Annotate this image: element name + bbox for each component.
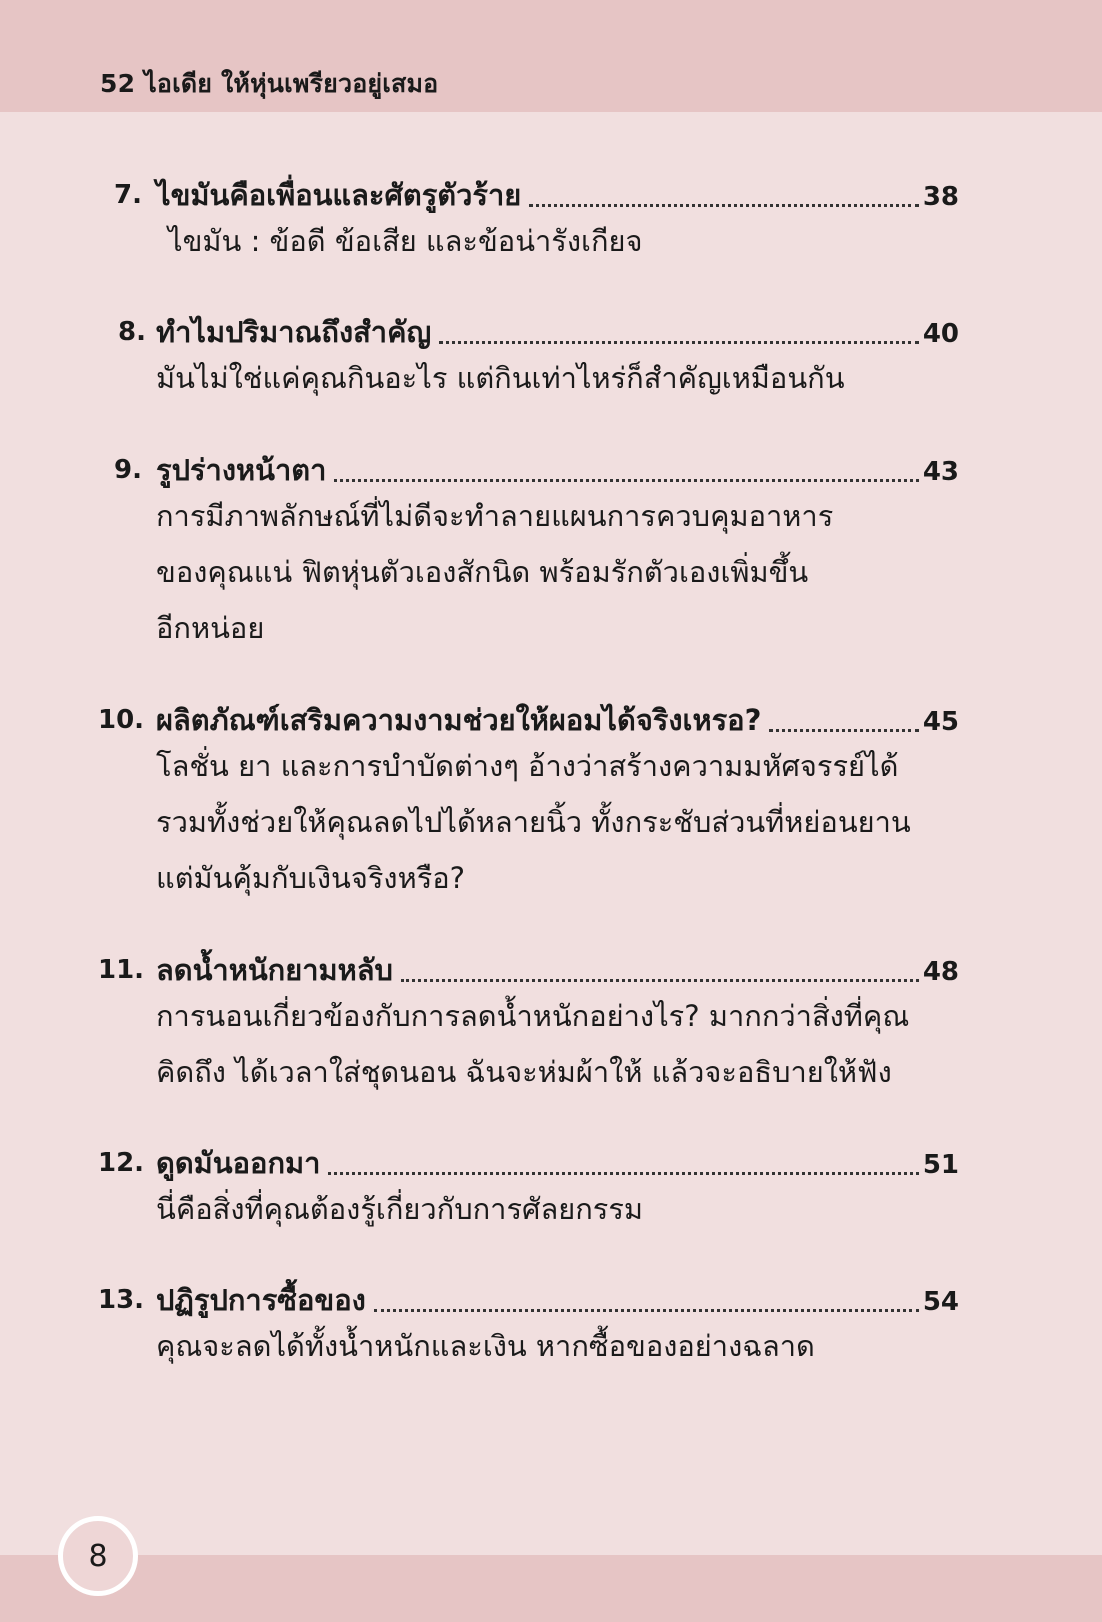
entry-title: ปฏิรูปการซื้อของ	[156, 1283, 366, 1317]
dot-leader	[529, 200, 919, 207]
dot-leader	[374, 1305, 919, 1312]
description-line: การมีภาพลักษณ์ที่ไม่ดีจะทำลายแผนการควบคุมอาหาร	[156, 499, 834, 533]
toc-entry-heading	[0, 950, 1102, 990]
entry-description	[156, 738, 916, 906]
dot-leader	[328, 1168, 918, 1175]
entry-title-line	[156, 700, 959, 740]
toc-entry-heading	[0, 700, 1102, 740]
entry-number: 10.	[98, 705, 145, 735]
entry-title-line	[156, 1280, 959, 1320]
toc-entry-heading	[0, 1143, 1102, 1183]
entry-page-number: 38	[922, 182, 959, 212]
dot-leader	[439, 337, 919, 344]
entry-title: ผลิตภัณฑ์เสริมความงามช่วยให้ผอมได้จริงเหรอ?	[156, 703, 762, 737]
entry-number: 8.	[118, 317, 146, 347]
entry-number: 12.	[98, 1148, 145, 1178]
entry-title: ลดน้ำหนักยามหลับ	[156, 953, 393, 987]
entry-title: ทำไมปริมาณถึงสำคัญ	[156, 315, 432, 349]
entry-page-number: 43	[922, 457, 959, 487]
entry-page-number: 45	[922, 707, 959, 737]
entry-title-line	[156, 312, 959, 352]
page-number: 8	[88, 1538, 108, 1574]
toc-entry-heading	[0, 312, 1102, 352]
description-line: ไขมัน : ข้อดี ข้อเสีย และข้อน่ารังเกียจ	[168, 224, 643, 258]
entry-description	[156, 350, 916, 406]
description-line: รวมทั้งช่วยให้คุณลดไปได้หลายนิ้ว ทั้งกระชับส่วนที่หย่อนยาน	[156, 805, 911, 839]
entry-title: รูปร่างหน้าตา	[156, 453, 327, 487]
entry-number: 9.	[114, 455, 142, 485]
running-header-bar	[0, 0, 1102, 112]
entry-page-number: 48	[922, 957, 959, 987]
book-title: 52 ไอเดีย ให้หุ่นเพรียวอยู่เสมอ	[100, 69, 439, 98]
dot-leader	[334, 475, 918, 482]
entry-title-line	[156, 1143, 959, 1183]
page-number-badge	[58, 1516, 138, 1596]
entry-description	[156, 1318, 916, 1374]
toc-entry-heading	[0, 1280, 1102, 1320]
entry-title-line	[156, 450, 959, 490]
entry-title-line	[156, 175, 959, 215]
entry-description	[156, 1181, 916, 1237]
footer-bar	[0, 1555, 1102, 1622]
entry-title: ดูดมันออกมา	[156, 1146, 321, 1180]
dot-leader	[401, 975, 919, 982]
description-line: แต่มันคุ้มกับเงินจริงหรือ?	[156, 861, 466, 895]
description-line: การนอนเกี่ยวข้องกับการลดน้ำหนักอย่างไร? มากกว่าสิ่งที่คุณ	[156, 999, 910, 1033]
description-line: อีกหน่อย	[156, 611, 265, 645]
entry-number: 11.	[98, 955, 145, 985]
entry-number: 7.	[114, 180, 142, 210]
entry-description	[168, 213, 928, 269]
description-line: นี่คือสิ่งที่คุณต้องรู้เกี่ยวกับการศัลยกรรม	[156, 1192, 644, 1226]
description-line: คิดถึง ได้เวลาใส่ชุดนอน ฉันจะห่มผ้าให้ แล้วจะอธิบายให้ฟัง	[156, 1055, 892, 1089]
entry-title: ไขมันคือเพื่อนและศัตรูตัวร้าย	[156, 178, 522, 212]
entry-page-number: 54	[922, 1287, 959, 1317]
entry-page-number: 40	[922, 319, 959, 349]
description-line: ของคุณแน่ ฟิตหุ่นตัวเองสักนิด พร้อมรักตัวเองเพิ่มขึ้น	[156, 555, 809, 589]
entry-page-number: 51	[922, 1150, 959, 1180]
entry-description	[156, 488, 916, 656]
description-line: มันไม่ใช่แค่คุณกินอะไร แต่กินเท่าไหร่ก็สำคัญเหมือนกัน	[156, 361, 845, 395]
entry-description	[156, 988, 916, 1100]
toc-entry-heading	[0, 450, 1102, 490]
description-line: โลชั่น ยา และการบำบัดต่างๆ อ้างว่าสร้างความมหัศจรรย์ได้	[156, 749, 899, 783]
toc-entry-heading	[0, 175, 1102, 215]
dot-leader	[769, 725, 918, 732]
entry-title-line	[156, 950, 959, 990]
entry-number: 13.	[98, 1285, 145, 1315]
description-line: คุณจะลดได้ทั้งน้ำหนักและเงิน หากซื้อของอย่างฉลาด	[156, 1329, 815, 1363]
